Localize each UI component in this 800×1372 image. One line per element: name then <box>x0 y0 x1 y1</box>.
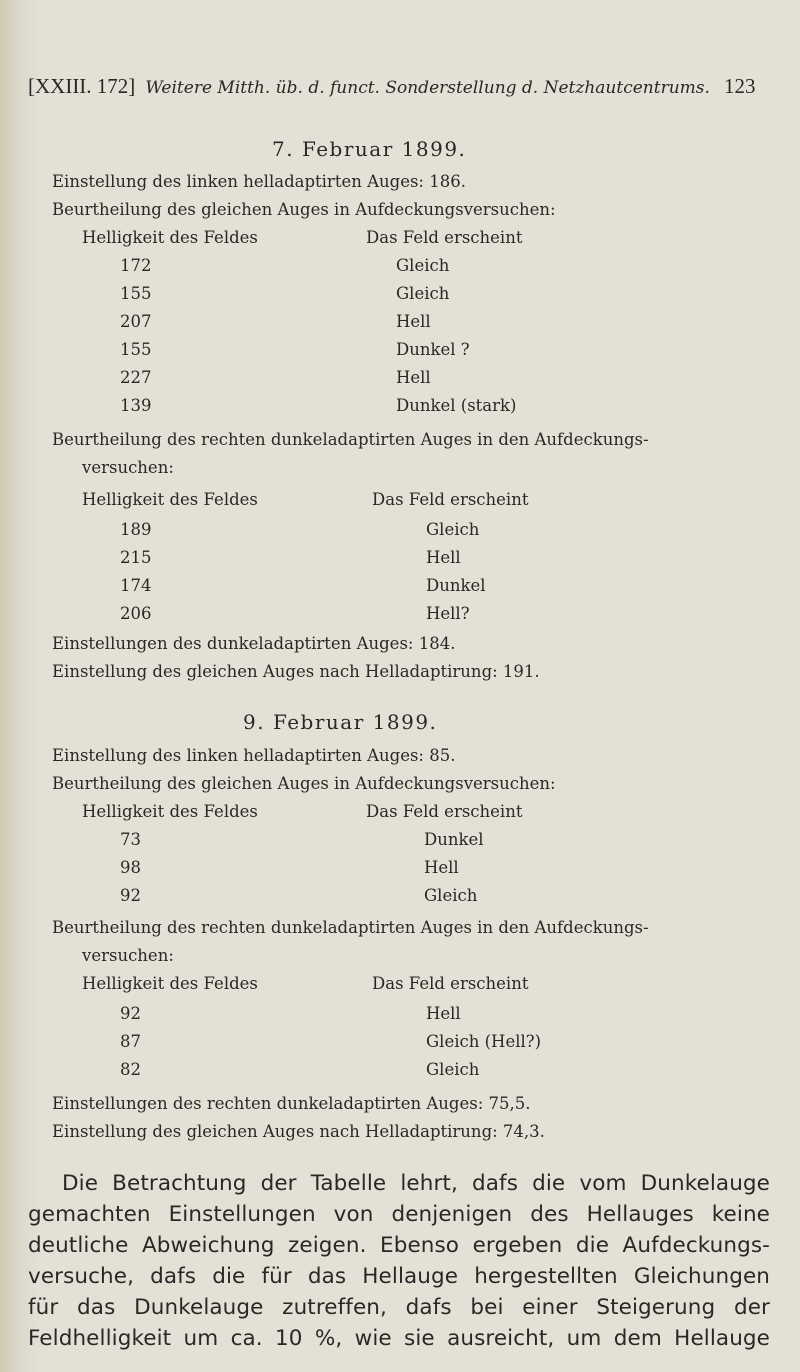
section1-assessment-right-cont: versuchen: <box>82 458 174 477</box>
paragraph-line: für das Dunkelauge zutreffen, dafs bei einer Steigerung der <box>28 1295 770 1320</box>
section2-setting-left: Einstellung des linken helladaptirten Auges: 85. <box>52 746 456 765</box>
section1-settings-dark: Einstellungen des dunkeladaptirten Auges: 184. <box>52 634 456 653</box>
section2-right-col-brightness: Helligkeit des Feldes <box>82 974 258 993</box>
section2-settings-dark: Einstellungen des rechten dunkeladaptirten Auges: 75,5. <box>52 1094 531 1113</box>
section1-setting-left: Einstellung des linken helladaptirten Auges: 186. <box>52 172 466 191</box>
section1-right-col-appearance: Das Feld erscheint <box>372 490 529 509</box>
section1-date: 7. Februar 1899. <box>272 137 467 161</box>
conclusion-paragraph <box>28 1168 770 1354</box>
paragraph-line: gemachten Einstellungen von denjenigen des Hellauges keine <box>28 1202 770 1227</box>
section2-right-col-appearance: Das Feld erscheint <box>372 974 529 993</box>
volume-tag: [XXIII. 172] <box>28 74 136 98</box>
section2-assessment-right: Beurtheilung des rechten dunkeladaptirten Auges in den Aufdeckungs- <box>52 918 649 937</box>
document-page: [XXIII. 172] Weitere Mitth. üb. d. funct. Sonderstellung d. Netzhautcentrums. 123 7. Februar 1899. Einstellung des linken helladaptirten Auges: 186. Beurtheilung des gleichen Auges in Aufdeckungsversuchen: Helligkeit des Feldes Das Feld erscheint 172 Gleich 155 Gleich 207 Hell 155 Dunkel ? 227 Hell 139 Dunkel (stark) Beurtheilung des rechten dunkeladaptirten Auges in den Aufdeckungs- versuchen: Helligkeit des Feldes Das Feld erscheint 189 Gleich 215 Hell 174 Dunkel 206 Hell? Einstellungen des dunkeladaptirten Auges: 184. Einstellung des gleichen Auges nach Helladaptirung: 191. 9. Februar 1899. Einstellung des linken helladaptirten Auges: 85. Beurtheilung des gleichen Auges in Aufdeckungsversuchen: Helligkeit des Feldes Das Feld erscheint 73 Dunkel 98 Hell 92 Gleich Beurtheilung des rechten dunkeladaptirten Auges in den Aufdeckungs- versuchen: Helligkeit des Feldes Das Feld erscheint 92 Hell 87 Gleich (Hell?) 82 Gleich Einstellungen des rechten dunkeladaptirten Auges: 75,5. Einstellung des gleichen Auges nach Helladaptirung: 74,3. Die Betrachtung der Tabelle lehrt, dafs die vom Dunkelauge gemachten Einstellungen von denjenigen des Hellauges keine deutliche Abweichung zeigen. Ebenso ergeben die Aufdeckungs- versuche, dafs die für das Hellauge hergestellten Gleichungen für das Dunkelauge zutreffen, dafs bei einer Steigerung der Feldhelligkeit um ca. 10 %, wie sie ausreicht, um dem Hellauge <box>0 0 800 1372</box>
section2-setting-after-light: Einstellung des gleichen Auges nach Helladaptirung: 74,3. <box>52 1122 545 1141</box>
running-header <box>28 74 755 99</box>
paragraph-line: deutliche Abweichung zeigen. Ebenso ergeben die Aufdeckungs- <box>28 1233 770 1258</box>
section1-col-appearance: Das Feld erscheint <box>366 228 523 247</box>
section2-assessment-right-cont: versuchen: <box>82 946 174 965</box>
section1-col-brightness: Helligkeit des Feldes <box>82 228 258 247</box>
section1-right-col-brightness: Helligkeit des Feldes <box>82 490 258 509</box>
section1-assessment-left: Beurtheilung des gleichen Auges in Aufdeckungsversuchen: <box>52 200 556 219</box>
paragraph-line: Feldhelligkeit um ca. 10 %, wie sie ausreicht, um dem Hellauge <box>28 1326 770 1351</box>
section1-setting-after-light: Einstellung des gleichen Auges nach Helladaptirung: 191. <box>52 662 540 681</box>
section1-assessment-right: Beurtheilung des rechten dunkeladaptirten Auges in den Aufdeckungs- <box>52 430 649 449</box>
section2-assessment-left: Beurtheilung des gleichen Auges in Aufdeckungsversuchen: <box>52 774 556 793</box>
paragraph-line: Die Betrachtung der Tabelle lehrt, dafs die vom Dunkelauge <box>62 1171 770 1196</box>
section2-col-appearance: Das Feld erscheint <box>366 802 523 821</box>
paragraph-line: versuche, dafs die für das Hellauge hergestellten Gleichungen <box>28 1264 770 1289</box>
section2-col-brightness: Helligkeit des Feldes <box>82 802 258 821</box>
section2-date: 9. Februar 1899. <box>243 710 438 734</box>
header-title: Weitere Mitth. üb. d. funct. Sonderstellung d. Netzhautcentrums. <box>145 78 710 98</box>
page-number: 123 <box>723 74 756 98</box>
